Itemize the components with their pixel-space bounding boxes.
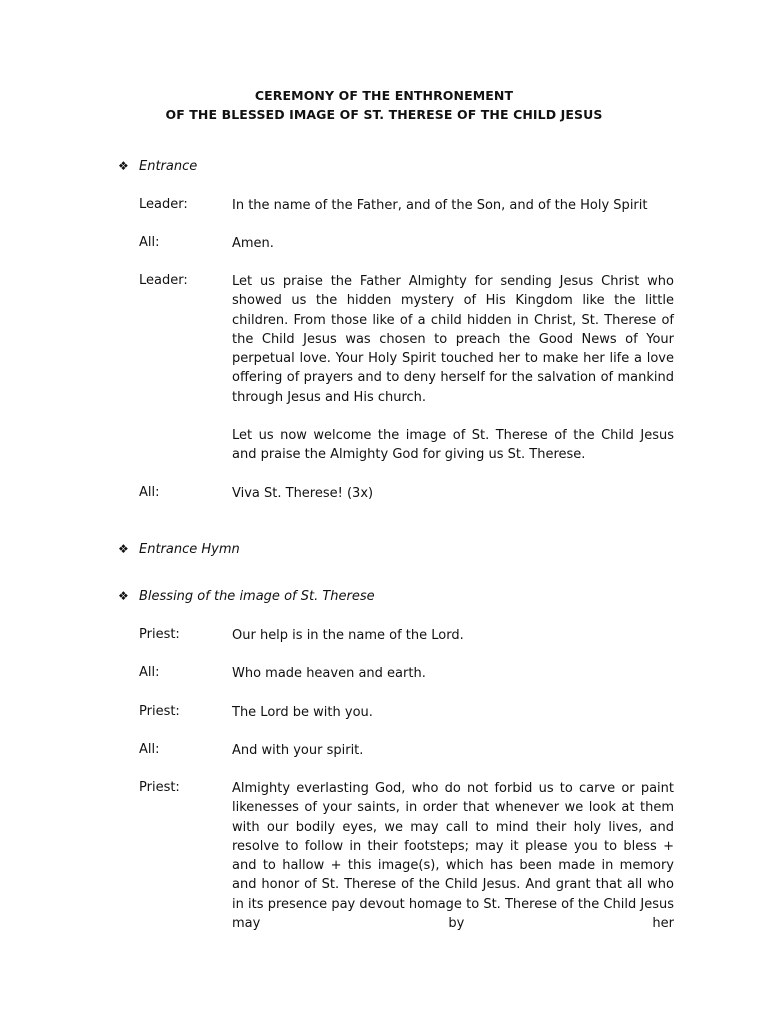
section-heading-label: Entrance Hymn [139, 542, 240, 557]
liturgy-text: And with your spirit. [232, 743, 364, 758]
speaker-label: Priest: [139, 627, 180, 642]
section-heading-entrance-hymn [118, 542, 240, 557]
liturgy-text: Who made heaven and earth. [232, 666, 426, 681]
liturgy-text: The Lord be with you. [232, 705, 373, 720]
speaker-label: Priest: [139, 780, 180, 795]
diamond-bullet-icon: ❖ [118, 589, 129, 603]
document-title-line-2: OF THE BLESSED IMAGE OF ST. THERESE OF THE CHILD JESUS [165, 107, 603, 122]
speaker-label: Priest: [139, 704, 180, 719]
liturgy-text: In the name of the Father, and of the Son, and of the Holy Spirit [232, 198, 648, 213]
diamond-bullet-icon: ❖ [118, 159, 129, 173]
section-heading-label: Entrance [139, 159, 198, 174]
speaker-label: All: [139, 742, 160, 757]
diamond-bullet-icon: ❖ [118, 542, 129, 556]
speaker-label: Leader: [139, 197, 188, 212]
liturgy-text: Almighty everlasting God, who do not forbid us to carve or paint likenesses of your saints, in order that whenever we look at them with our bodily eyes, we may call to mind their holy lives, and resolve to follow in their footsteps; may it please you to bless + and to hallow + this image(s), which has been made in memory and honor of St. Therese of the Child Jesus. And grant that all who in its presence pay devout homage to St. Therese of the Child Jesus may by her [232, 781, 674, 932]
section-heading-label: Blessing of the image of St. Therese [139, 589, 375, 604]
liturgy-text: Let us now welcome the image of St. Therese of the Child Jesus and praise the Almighty God for giving us St. Therese. [232, 428, 674, 463]
section-heading-blessing [118, 589, 375, 604]
speaker-label: All: [139, 485, 160, 500]
liturgy-text: Viva St. Therese! (3x) [232, 486, 374, 501]
speaker-label: All: [139, 235, 160, 250]
liturgy-text: Amen. [232, 236, 274, 251]
speaker-label: All: [139, 665, 160, 680]
liturgy-text: Let us praise the Father Almighty for sending Jesus Christ who showed us the hidden mystery of His Kingdom like the little children. From those like of a child hidden in Christ, St. Therese of the Child Jesus was chosen to preach the Good News of Your perpetual love. Your Holy Spirit touched her to make her life a love offering of prayers and to deny herself for the salvation of mankind through Jesus and His church. [232, 274, 674, 405]
liturgy-text: Our help is in the name of the Lord. [232, 628, 464, 643]
section-heading-entrance [118, 159, 197, 174]
speaker-label: Leader: [139, 273, 188, 288]
document-title-line-1: CEREMONY OF THE ENTHRONEMENT [254, 88, 514, 103]
